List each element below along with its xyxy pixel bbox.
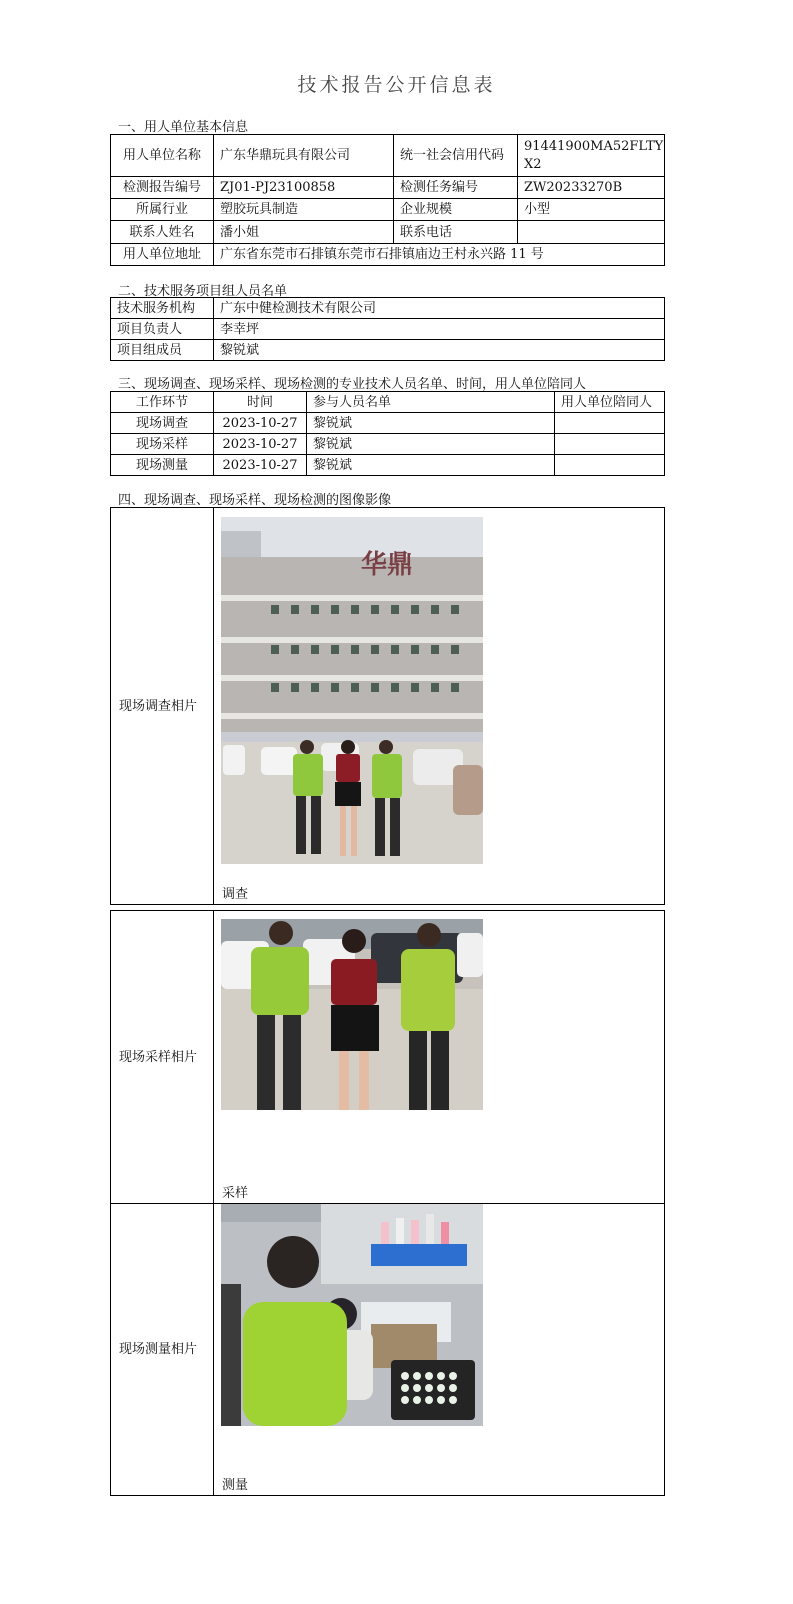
escort-cell	[555, 455, 665, 476]
contact-label: 联系人姓名	[111, 221, 214, 244]
unit-name-value: 广东华鼎玩具有限公司	[214, 135, 394, 177]
header-date: 时间	[214, 392, 307, 413]
unit-name-label: 用人单位名称	[111, 135, 214, 177]
sampling-measure-photo-table	[110, 910, 665, 1496]
header-stage: 工作环节	[111, 392, 214, 413]
credit-code-line2: X2	[524, 156, 542, 172]
date-cell: 2023-10-27	[214, 434, 307, 455]
stage-cell: 现场采样	[111, 434, 214, 455]
sampling-photo	[221, 919, 483, 1110]
address-label: 用人单位地址	[111, 244, 214, 266]
header-people: 参与人员名单	[307, 392, 555, 413]
table-row	[111, 434, 665, 455]
phone-label: 联系电话	[394, 221, 518, 244]
lead-label: 项目负责人	[111, 319, 214, 340]
report-no-value: ZJ01-PJ23100858	[214, 177, 394, 199]
section2-heading: 二、技术服务项目组人员名单	[118, 284, 288, 299]
people-cell: 黎锐斌	[307, 455, 555, 476]
member-value: 黎锐斌	[214, 340, 665, 361]
member-label: 项目组成员	[111, 340, 214, 361]
credit-code-line1: 91441900MA52FLTY	[524, 138, 664, 154]
measure-photo	[221, 1204, 483, 1426]
credit-code-label: 统一社会信用代码	[394, 135, 518, 177]
industry-label: 所属行业	[111, 199, 214, 221]
table-row	[111, 413, 665, 434]
people-cell: 黎锐斌	[307, 413, 555, 434]
stage-cell: 现场测量	[111, 455, 214, 476]
org-label: 技术服务机构	[111, 298, 214, 319]
date-cell: 2023-10-27	[214, 455, 307, 476]
page-title: 技术报告公开信息表	[297, 74, 496, 96]
contact-value: 潘小姐	[214, 221, 394, 244]
lead-value: 李幸坪	[214, 319, 665, 340]
scale-label: 企业规模	[394, 199, 518, 221]
task-no-value: ZW20233270B	[518, 177, 665, 199]
survey-photo-label: 现场调查相片	[111, 508, 214, 905]
sampling-photo-caption: 采样	[222, 1186, 249, 1201]
sampling-photo-label: 现场采样相片	[111, 911, 214, 1204]
sampling-photo-cell	[214, 911, 665, 1204]
table-row	[111, 455, 665, 476]
survey-photo	[221, 517, 483, 864]
task-no-label: 检测任务编号	[394, 177, 518, 199]
building-sign-text: 华鼎	[361, 550, 414, 580]
escort-cell	[555, 434, 665, 455]
survey-photo-caption: 调查	[222, 887, 249, 902]
survey-photo-table	[110, 507, 665, 905]
schedule-table	[110, 391, 665, 476]
header-escort: 用人单位陪同人	[555, 392, 665, 413]
section4-heading: 四、现场调查、现场采样、现场检测的图像影像	[118, 493, 392, 508]
measure-photo-cell	[214, 1204, 665, 1496]
credit-code-value	[518, 135, 665, 177]
org-value: 广东中健检测技术有限公司	[214, 298, 665, 319]
report-no-label: 检测报告编号	[111, 177, 214, 199]
date-cell: 2023-10-27	[214, 413, 307, 434]
measure-photo-label: 现场测量相片	[111, 1204, 214, 1496]
measure-photo-caption: 测量	[222, 1478, 249, 1493]
basic-info-table	[110, 134, 665, 266]
stage-cell: 现场调查	[111, 413, 214, 434]
people-cell: 黎锐斌	[307, 434, 555, 455]
survey-photo-cell	[214, 508, 665, 905]
phone-value	[518, 221, 665, 244]
section1-heading: 一、用人单位基本信息	[118, 120, 249, 135]
section3-heading: 三、现场调查、现场采样、现场检测的专业技术人员名单、时间，用人单位陪同人	[118, 377, 587, 392]
industry-value: 塑胶玩具制造	[214, 199, 394, 221]
team-table	[110, 297, 665, 361]
escort-cell	[555, 413, 665, 434]
scale-value: 小型	[518, 199, 665, 221]
address-value: 广东省东莞市石排镇东莞市石排镇庙边王村永兴路 11 号	[214, 244, 665, 266]
